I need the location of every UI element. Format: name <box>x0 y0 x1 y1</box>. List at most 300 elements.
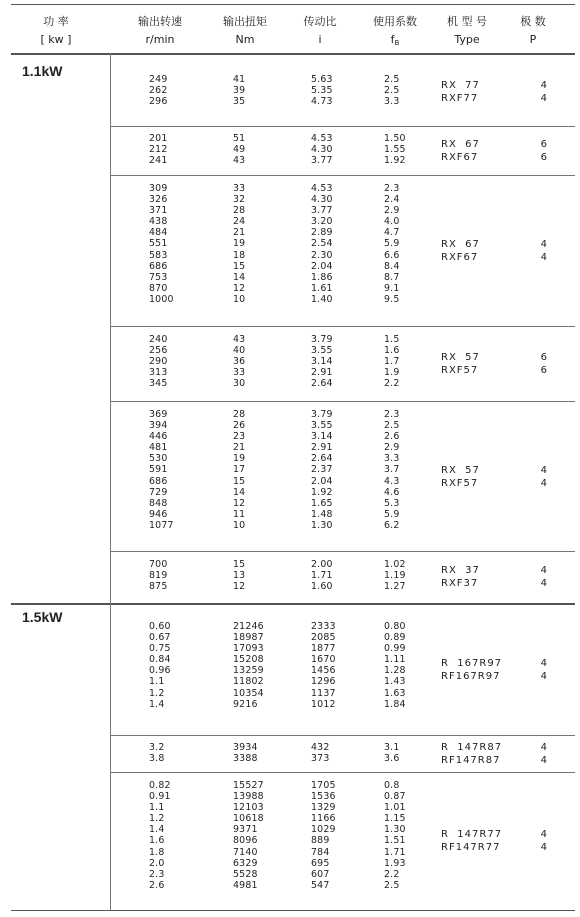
factor-cell: 1.19 <box>384 570 406 582</box>
ratio-cell: 1.86 <box>311 271 333 283</box>
header-rule <box>11 53 575 55</box>
torque-cell: 15208 <box>233 654 264 666</box>
speed-cell: 484 <box>149 227 168 239</box>
speed-cell: 481 <box>149 442 168 454</box>
poles-cell: 6 <box>540 139 547 150</box>
torque-cell: 26 <box>233 420 246 432</box>
torque-cell: 51 <box>233 133 246 144</box>
header-poles: 极 数 <box>520 15 546 28</box>
speed-cell: 819 <box>149 570 168 582</box>
speed-cell: 946 <box>149 508 168 520</box>
torque-column <box>233 334 245 389</box>
factor-cell: 9.1 <box>384 282 400 294</box>
factor-cell: 0.89 <box>384 632 406 644</box>
factor-cell: 8.7 <box>384 271 400 283</box>
poles-cell: 4 <box>540 755 547 766</box>
type-cell: RXF67 <box>441 152 479 163</box>
speed-cell: 326 <box>149 194 168 206</box>
header-speed: 输出转速 <box>138 15 182 28</box>
factor-cell: 1.28 <box>384 665 406 677</box>
poles-cell: 4 <box>540 565 547 576</box>
type-cell: RF167R97 <box>441 671 501 682</box>
ratio-cell: 2.64 <box>311 453 333 465</box>
poles-cell: 6 <box>540 365 547 376</box>
group-divider <box>110 126 575 127</box>
torque-cell: 13259 <box>233 665 264 677</box>
ratio-cell: 1456 <box>311 665 336 677</box>
speed-cell: 3.2 <box>149 742 165 753</box>
poles-column <box>527 138 547 164</box>
speed-cell: 686 <box>149 475 168 487</box>
ratio-cell: 2.30 <box>311 249 333 261</box>
speed-cell: 438 <box>149 216 168 228</box>
ratio-cell: 4.53 <box>311 183 333 194</box>
type-cell: RX 37 <box>441 565 480 576</box>
torque-cell: 35 <box>233 96 246 108</box>
poles-cell: 6 <box>540 152 547 163</box>
torque-cell: 28 <box>233 205 246 217</box>
factor-column <box>384 133 406 166</box>
ratio-cell: 1536 <box>311 791 336 803</box>
ratio-cell: 3.55 <box>311 420 333 432</box>
torque-cell: 39 <box>233 85 246 97</box>
torque-cell: 36 <box>233 356 246 368</box>
factor-cell: 0.99 <box>384 643 406 655</box>
factor-cell: 2.3 <box>384 409 400 420</box>
factor-cell: 1.92 <box>384 155 406 167</box>
factor-cell: 8.4 <box>384 260 400 272</box>
ratio-cell: 373 <box>311 753 330 765</box>
factor-cell: 6.6 <box>384 249 400 261</box>
ratio-cell: 2.37 <box>311 464 333 476</box>
factor-cell: 1.71 <box>384 846 406 858</box>
factor-cell: 1.50 <box>384 133 406 144</box>
type-column <box>441 351 480 377</box>
ratio-cell: 5.63 <box>311 74 333 85</box>
torque-cell: 41 <box>233 74 246 85</box>
factor-cell: 5.3 <box>384 497 400 509</box>
ratio-column <box>311 621 336 710</box>
ratio-cell: 2.91 <box>311 442 333 454</box>
torque-cell: 21246 <box>233 621 264 632</box>
speed-cell: 700 <box>149 559 168 570</box>
type-cell: R 147R87 <box>441 742 503 753</box>
factor-cell: 3.1 <box>384 742 400 753</box>
torque-cell: 15527 <box>233 780 264 791</box>
group-divider <box>110 551 575 552</box>
ratio-cell: 1.65 <box>311 497 333 509</box>
torque-cell: 43 <box>233 155 246 167</box>
factor-cell: 2.4 <box>384 194 400 206</box>
ratio-cell: 889 <box>311 835 330 847</box>
factor-cell: 1.63 <box>384 687 406 699</box>
torque-cell: 14 <box>233 486 246 498</box>
torque-cell: 49 <box>233 144 246 156</box>
speed-cell: 369 <box>149 409 168 420</box>
type-cell: RF147R87 <box>441 755 501 766</box>
speed-cell: 290 <box>149 356 168 368</box>
ratio-cell: 4.30 <box>311 194 333 206</box>
type-column <box>441 564 480 590</box>
header-ratio: 传动比 <box>303 15 337 28</box>
ratio-cell: 2333 <box>311 621 336 632</box>
type-cell: RXF57 <box>441 365 479 376</box>
factor-column <box>384 742 400 764</box>
type-column <box>441 828 502 854</box>
torque-cell: 11802 <box>233 676 264 688</box>
poles-column <box>527 79 547 105</box>
factor-cell: 1.30 <box>384 824 406 836</box>
torque-cell: 9216 <box>233 698 258 710</box>
type-column <box>441 464 480 490</box>
factor-cell: 9.5 <box>384 293 400 305</box>
ratio-cell: 1.48 <box>311 508 333 520</box>
ratio-cell: 695 <box>311 857 330 869</box>
factor-cell: 2.9 <box>384 205 400 217</box>
ratio-cell: 3.20 <box>311 216 333 228</box>
poles-cell: 4 <box>540 671 547 682</box>
speed-cell: 0.82 <box>149 780 171 791</box>
header-type-unit: Type <box>454 33 480 46</box>
speed-column <box>149 334 168 389</box>
speed-column <box>149 409 174 531</box>
torque-cell: 5528 <box>233 868 258 880</box>
poles-cell: 6 <box>540 352 547 363</box>
type-column <box>441 79 480 105</box>
ratio-column <box>311 74 333 107</box>
factor-cell: 2.9 <box>384 442 400 454</box>
speed-cell: 201 <box>149 133 168 144</box>
ratio-cell: 2.89 <box>311 227 333 239</box>
speed-cell: 394 <box>149 420 168 432</box>
torque-cell: 18987 <box>233 632 264 644</box>
poles-cell: 4 <box>540 658 547 669</box>
torque-cell: 10 <box>233 519 246 531</box>
ratio-cell: 547 <box>311 879 330 891</box>
speed-cell: 0.60 <box>149 621 171 632</box>
factor-cell: 2.6 <box>384 431 400 443</box>
type-cell: RX 67 <box>441 139 480 150</box>
speed-cell: 1077 <box>149 519 174 531</box>
torque-column <box>233 133 245 166</box>
torque-cell: 19 <box>233 453 246 465</box>
ratio-cell: 3.14 <box>311 356 333 368</box>
speed-cell: 256 <box>149 345 168 357</box>
group-divider <box>110 401 575 402</box>
speed-cell: 530 <box>149 453 168 465</box>
speed-cell: 3.8 <box>149 753 165 765</box>
factor-cell: 4.6 <box>384 486 400 498</box>
factor-column <box>384 780 406 891</box>
ratio-cell: 1670 <box>311 654 336 666</box>
header-ratio-unit: i <box>318 33 322 46</box>
poles-cell: 4 <box>540 465 547 476</box>
torque-cell: 14 <box>233 271 246 283</box>
factor-cell: 3.6 <box>384 753 400 765</box>
speed-cell: 1.4 <box>149 824 165 836</box>
speed-cell: 241 <box>149 155 168 167</box>
type-cell: RX 57 <box>441 352 480 363</box>
factor-cell: 1.7 <box>384 356 400 368</box>
type-cell: R 167R97 <box>441 658 503 669</box>
group-divider <box>110 735 575 736</box>
torque-cell: 7140 <box>233 846 258 858</box>
ratio-cell: 1.71 <box>311 570 333 582</box>
torque-cell: 17093 <box>233 643 264 655</box>
torque-cell: 32 <box>233 194 246 206</box>
ratio-cell: 607 <box>311 868 330 880</box>
torque-cell: 23 <box>233 431 246 443</box>
ratio-cell: 4.53 <box>311 133 333 144</box>
type-cell: RX 67 <box>441 239 480 250</box>
ratio-cell: 2.91 <box>311 367 333 379</box>
torque-cell: 10354 <box>233 687 264 699</box>
speed-cell: 551 <box>149 238 168 250</box>
header-service-factor-unit: fB <box>390 33 400 47</box>
ratio-cell: 1.61 <box>311 282 333 294</box>
factor-cell: 2.3 <box>384 183 400 194</box>
factor-cell: 2.2 <box>384 868 400 880</box>
poles-column <box>527 741 547 767</box>
torque-cell: 12 <box>233 497 246 509</box>
ratio-column <box>311 183 333 305</box>
torque-cell: 19 <box>233 238 246 250</box>
factor-cell: 0.80 <box>384 621 406 632</box>
factor-column <box>384 74 400 107</box>
factor-cell: 1.55 <box>384 144 406 156</box>
poles-cell: 4 <box>540 93 547 104</box>
type-cell: R 147R77 <box>441 829 503 840</box>
factor-cell: 4.0 <box>384 216 400 228</box>
torque-cell: 15 <box>233 260 246 272</box>
speed-cell: 0.96 <box>149 665 171 677</box>
ratio-column <box>311 409 333 531</box>
speed-cell: 1000 <box>149 293 174 305</box>
ratio-cell: 1.30 <box>311 519 333 531</box>
speed-column <box>149 780 171 891</box>
torque-column <box>233 621 264 710</box>
ratio-cell: 2.04 <box>311 260 333 272</box>
poles-cell: 4 <box>540 80 547 91</box>
speed-cell: 686 <box>149 260 168 272</box>
speed-cell: 249 <box>149 74 168 85</box>
torque-column <box>233 409 245 531</box>
factor-column <box>384 409 400 531</box>
ratio-cell: 1012 <box>311 698 336 710</box>
speed-cell: 2.3 <box>149 868 165 880</box>
speed-cell: 0.91 <box>149 791 171 803</box>
ratio-cell: 1166 <box>311 813 336 825</box>
poles-column <box>527 238 547 264</box>
speed-column <box>149 559 168 592</box>
group-divider <box>110 326 575 327</box>
factor-cell: 2.5 <box>384 420 400 432</box>
torque-column <box>233 74 245 107</box>
speed-column <box>149 183 174 305</box>
torque-cell: 11 <box>233 508 246 520</box>
type-cell: RXF77 <box>441 93 479 104</box>
factor-cell: 2.5 <box>384 85 400 97</box>
factor-cell: 3.3 <box>384 453 400 465</box>
factor-cell: 4.7 <box>384 227 400 239</box>
type-column <box>441 741 502 767</box>
ratio-cell: 3.79 <box>311 334 333 345</box>
factor-cell: 2.5 <box>384 74 400 85</box>
speed-column <box>149 133 168 166</box>
torque-cell: 4981 <box>233 879 258 891</box>
poles-column <box>527 351 547 377</box>
factor-column <box>384 621 406 710</box>
ratio-cell: 432 <box>311 742 330 753</box>
ratio-cell: 3.77 <box>311 155 333 167</box>
ratio-column <box>311 133 333 166</box>
torque-column <box>233 742 258 764</box>
factor-cell: 1.15 <box>384 813 406 825</box>
torque-cell: 13 <box>233 570 246 582</box>
ratio-cell: 1296 <box>311 676 336 688</box>
factor-cell: 1.51 <box>384 835 406 847</box>
ratio-cell: 3.79 <box>311 409 333 420</box>
torque-column <box>233 183 245 305</box>
torque-cell: 10618 <box>233 813 264 825</box>
speed-cell: 371 <box>149 205 168 217</box>
torque-column <box>233 780 264 891</box>
factor-cell: 1.93 <box>384 857 406 869</box>
torque-cell: 6329 <box>233 857 258 869</box>
poles-column <box>527 564 547 590</box>
torque-cell: 12103 <box>233 802 264 814</box>
speed-cell: 0.67 <box>149 632 171 644</box>
poles-column <box>527 657 547 683</box>
ratio-cell: 1029 <box>311 824 336 836</box>
type-column <box>441 657 502 683</box>
header-poles-unit: P <box>529 33 537 46</box>
ratio-column <box>311 334 333 389</box>
header-power-unit: [ kw ] <box>40 33 72 46</box>
factor-column <box>384 334 400 389</box>
speed-cell: 1.2 <box>149 687 165 699</box>
torque-cell: 12 <box>233 282 246 294</box>
factor-column <box>384 559 406 592</box>
speed-cell: 1.8 <box>149 846 165 858</box>
speed-cell: 848 <box>149 497 168 509</box>
torque-column <box>233 559 245 592</box>
header-type: 机 型 号 <box>447 15 487 28</box>
type-cell: RXF37 <box>441 578 479 589</box>
speed-cell: 309 <box>149 183 168 194</box>
poles-cell: 4 <box>540 478 547 489</box>
header-torque-unit: Nm <box>235 33 255 46</box>
ratio-cell: 4.30 <box>311 144 333 156</box>
ratio-cell: 1.60 <box>311 581 333 593</box>
torque-cell: 30 <box>233 378 246 390</box>
factor-cell: 2.5 <box>384 879 400 891</box>
ratio-cell: 1705 <box>311 780 336 791</box>
type-cell: RX 77 <box>441 80 480 91</box>
header-service-factor: 使用系数 <box>373 15 417 28</box>
speed-cell: 583 <box>149 249 168 261</box>
factor-column <box>384 183 400 305</box>
torque-cell: 3934 <box>233 742 258 753</box>
poles-column <box>527 464 547 490</box>
ratio-cell: 2.00 <box>311 559 333 570</box>
speed-cell: 313 <box>149 367 168 379</box>
torque-cell: 15 <box>233 475 246 487</box>
ratio-cell: 1.40 <box>311 293 333 305</box>
factor-cell: 5.9 <box>384 508 400 520</box>
factor-cell: 1.84 <box>384 698 406 710</box>
ratio-cell: 3.14 <box>311 431 333 443</box>
speed-column <box>149 742 165 764</box>
ratio-cell: 1.92 <box>311 486 333 498</box>
speed-cell: 2.6 <box>149 879 165 891</box>
speed-cell: 240 <box>149 334 168 345</box>
power-label: 1.5kW <box>22 609 63 625</box>
poles-cell: 4 <box>540 829 547 840</box>
poles-column <box>527 828 547 854</box>
poles-cell: 4 <box>540 239 547 250</box>
factor-cell: 1.43 <box>384 676 406 688</box>
type-column <box>441 238 480 264</box>
speed-cell: 1.1 <box>149 802 165 814</box>
speed-column <box>149 74 168 107</box>
factor-cell: 1.02 <box>384 559 406 570</box>
type-cell: RX 57 <box>441 465 480 476</box>
speed-column <box>149 621 171 710</box>
speed-cell: 345 <box>149 378 168 390</box>
ratio-cell: 2.54 <box>311 238 333 250</box>
speed-cell: 1.1 <box>149 676 165 688</box>
torque-cell: 3388 <box>233 753 258 765</box>
torque-cell: 8096 <box>233 835 258 847</box>
factor-cell: 1.27 <box>384 581 406 593</box>
torque-cell: 24 <box>233 216 246 228</box>
ratio-column <box>311 780 336 891</box>
factor-cell: 1.5 <box>384 334 400 345</box>
factor-cell: 2.2 <box>384 378 400 390</box>
ratio-cell: 1329 <box>311 802 336 814</box>
torque-cell: 18 <box>233 249 246 261</box>
factor-cell: 0.87 <box>384 791 406 803</box>
factor-cell: 1.11 <box>384 654 406 666</box>
speed-cell: 0.84 <box>149 654 171 666</box>
speed-cell: 212 <box>149 144 168 156</box>
torque-cell: 15 <box>233 559 246 570</box>
ratio-cell: 5.35 <box>311 85 333 97</box>
factor-cell: 3.3 <box>384 96 400 108</box>
poles-cell: 4 <box>540 578 547 589</box>
group-divider <box>110 772 575 773</box>
torque-cell: 40 <box>233 345 246 357</box>
speed-cell: 753 <box>149 271 168 283</box>
speed-cell: 446 <box>149 431 168 443</box>
factor-cell: 1.9 <box>384 367 400 379</box>
factor-cell: 3.7 <box>384 464 400 476</box>
type-cell: RF147R77 <box>441 842 501 853</box>
speed-cell: 591 <box>149 464 168 476</box>
torque-cell: 17 <box>233 464 246 476</box>
ratio-cell: 1877 <box>311 643 336 655</box>
torque-cell: 9371 <box>233 824 258 836</box>
speed-cell: 870 <box>149 282 168 294</box>
speed-cell: 262 <box>149 85 168 97</box>
torque-cell: 10 <box>233 293 246 305</box>
factor-cell: 1.6 <box>384 345 400 357</box>
poles-cell: 4 <box>540 842 547 853</box>
torque-cell: 21 <box>233 227 246 239</box>
power-label: 1.1kW <box>22 63 63 79</box>
speed-cell: 1.4 <box>149 698 165 710</box>
